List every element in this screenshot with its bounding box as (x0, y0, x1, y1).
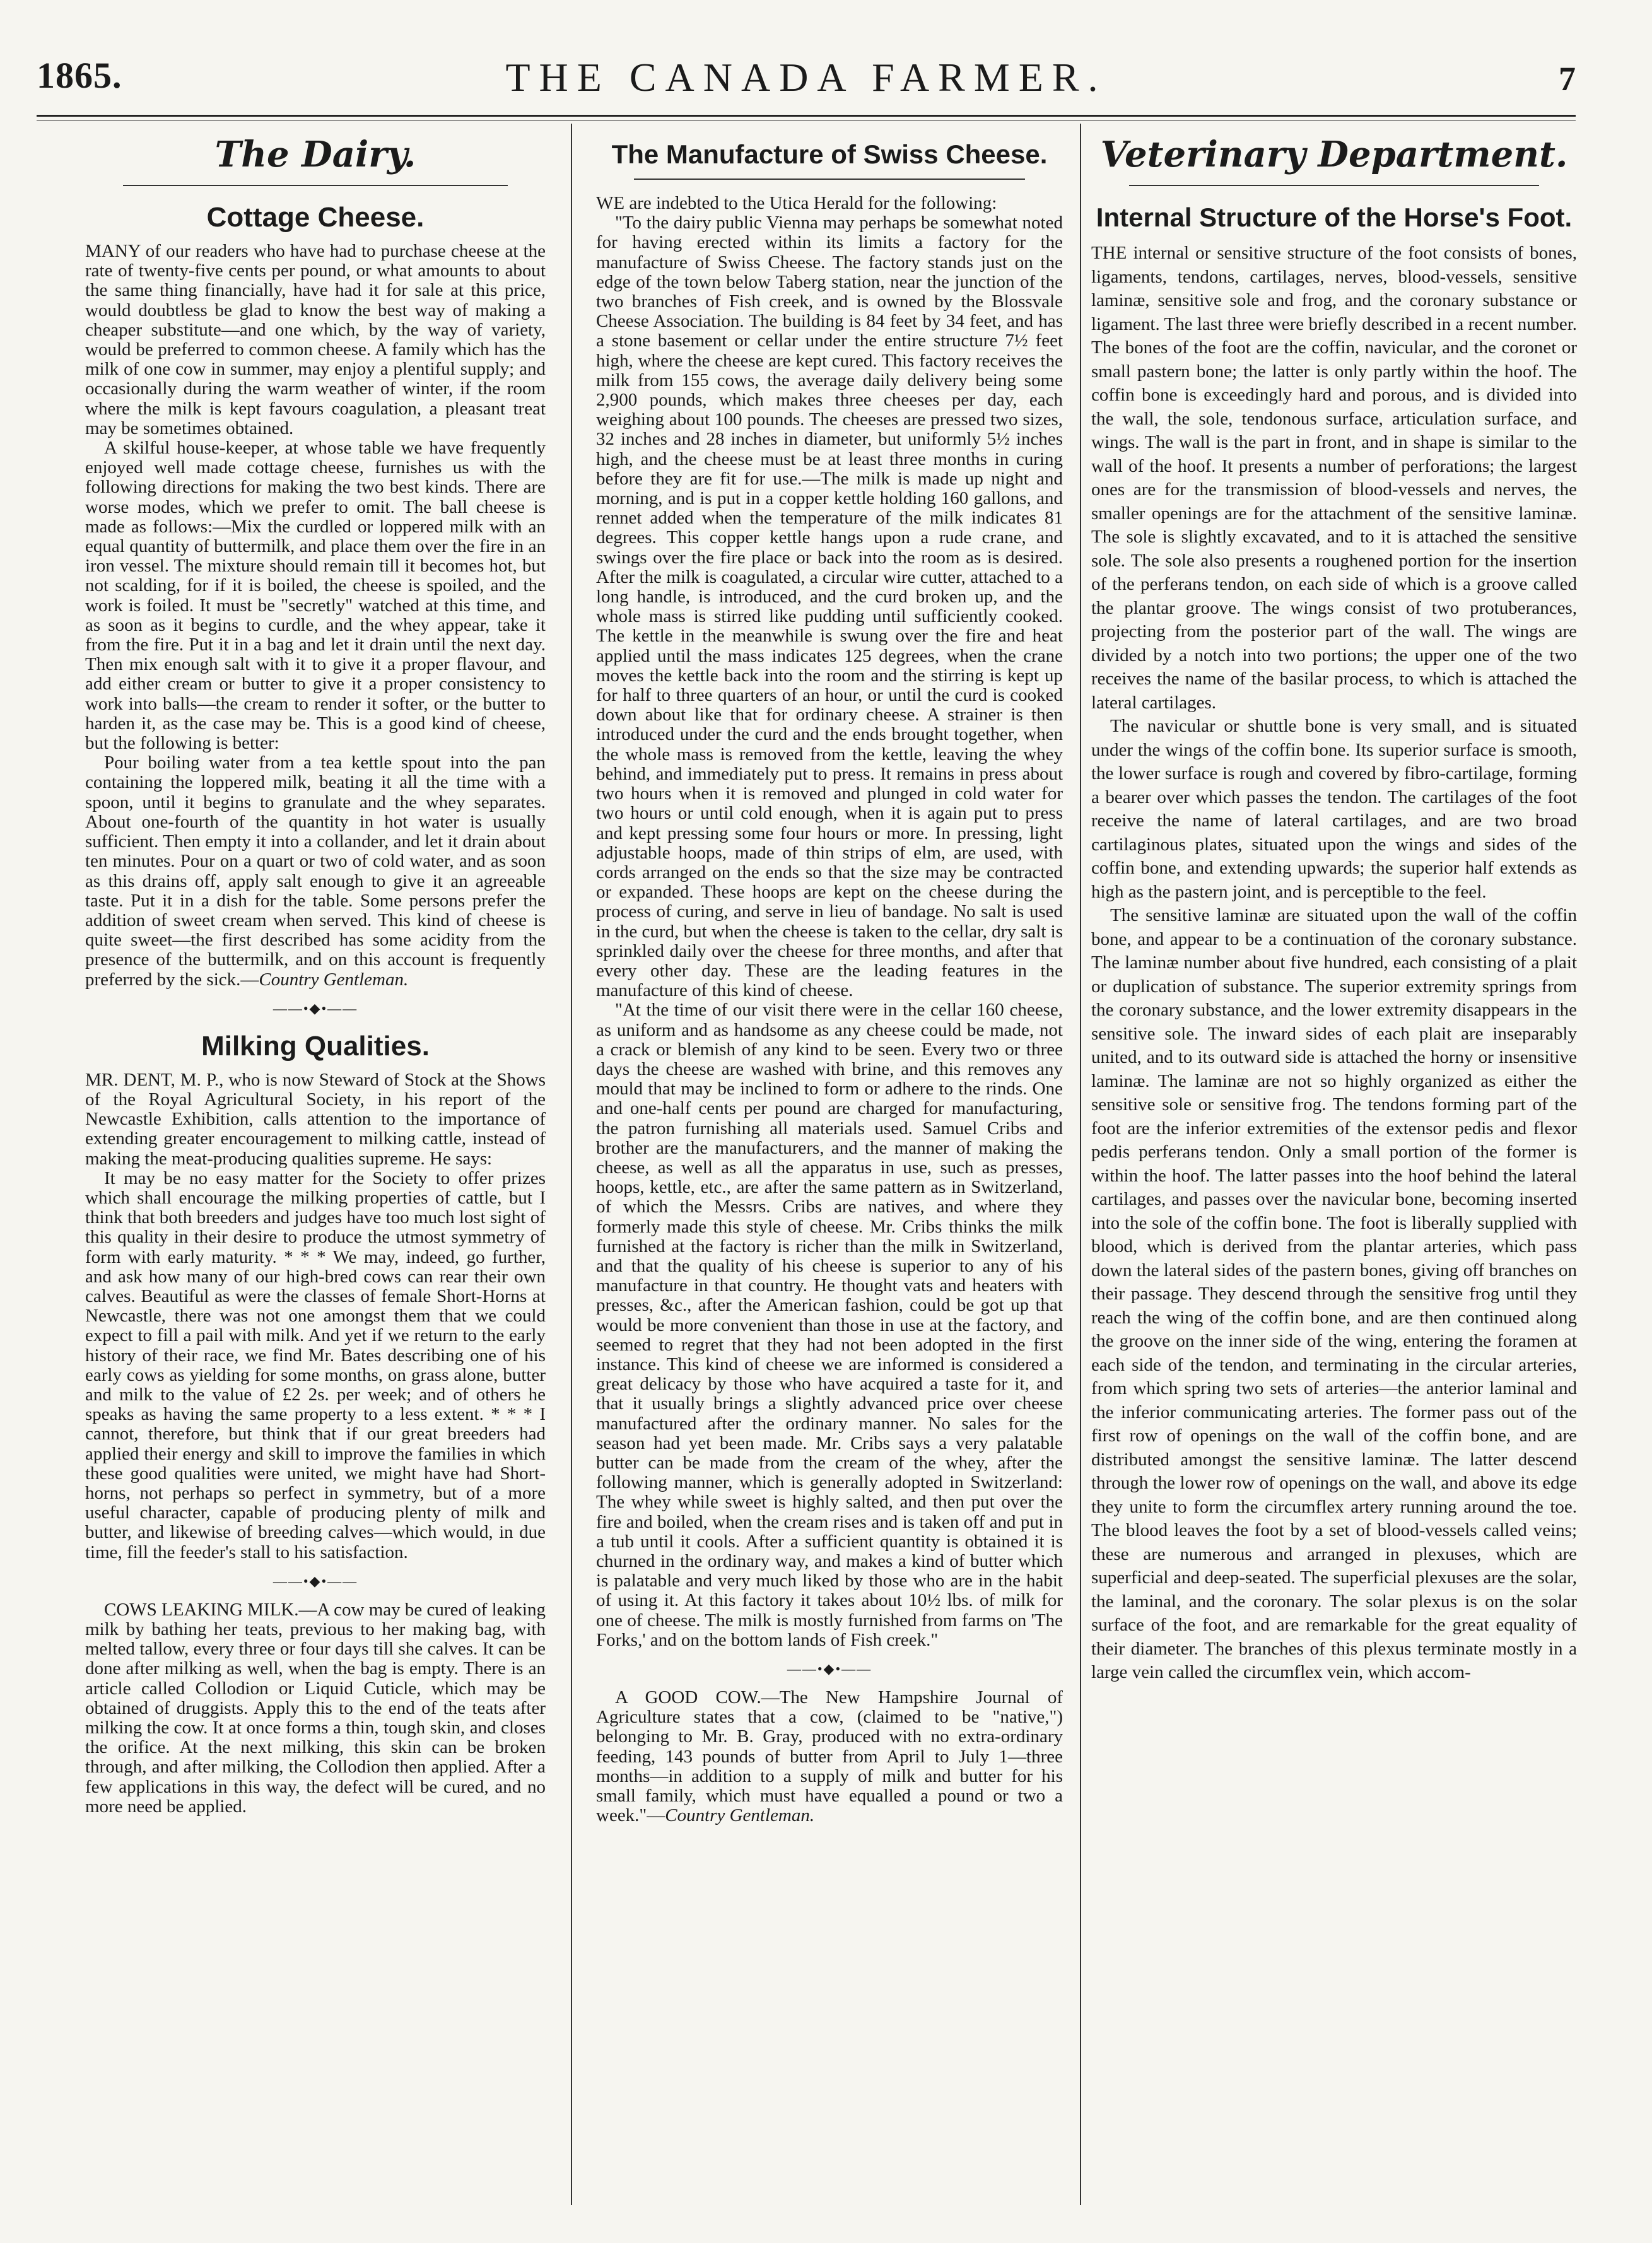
masthead (37, 54, 1576, 124)
ornament-divider: ——•◆•—— (787, 1661, 872, 1677)
department-heading: Veterinary Department. (1100, 134, 1568, 175)
article-title: Cottage Cheese. (206, 202, 425, 233)
divider (634, 179, 1025, 180)
source-credit: Country Gentleman. (259, 969, 409, 990)
column-rule (571, 124, 572, 2205)
issue-year: 1865. (37, 55, 122, 96)
ornament-divider: ——•◆•—— (272, 1000, 358, 1016)
divider (1129, 185, 1539, 186)
article-intro: WE are indebted to the Utica Herald for the following: (596, 193, 997, 213)
department-heading: The Dairy. (214, 134, 416, 175)
column-rule (1080, 124, 1081, 2205)
article-paragraph (85, 753, 546, 989)
article-title: Internal Structure of the Horse's Foot. (1096, 202, 1573, 232)
source-credit: Country Gentleman. (665, 1805, 815, 1826)
article-paragraph: MANY of our readers who have had to purchase cheese at the rate of twenty-five cents per pound, or what amounts to about the same thing financially, have had it for sale at this price, would doubtless be glad to know the best way of making a cheaper substitute—and one which, by the way of variety, would be preferred to common cheese. A family which has the milk of one cow in summer, may enjoy a plentiful supply; and occasionally during the warm weather of winter, if the room where the milk is kept favours coagulation, a pleasant treat may be sometimes obtained. (85, 241, 546, 438)
article-paragraph: The navicular or shuttle bone is very small, and is situated under the wings of the coffin bone. Its superior surface is smooth, the lower surface is rough and covered by fibro-cartilage, forming a bearer over which passes the tendon. The cartilages of the foot receive the name of lateral cartilages, and are two broad cartilaginous plates, situated upon the wings and sides of the coffin bone, and extending upwards; the superior half extends as high as the pastern joint, and is perceptible to the feel. (1091, 716, 1577, 902)
column-dairy (85, 129, 546, 2211)
paragraph-text: Pour boiling water from a tea kettle spout into the pan containing the loppered milk, beating it all the time with a spoon, until it begins to granulate and the whey separates. About one-fourth of the quantity in hot water is usually sufficient. Then empty it into a collander, and let it drain about ten minutes. Pour on a quart or two of cold water, and as soon as this drains off, apply salt enough to give it an agreeable taste. Put it in a dish for the table. Some persons prefer the addition of sweet cream when served. This kind of cheese is quite sweet—the first described has some acidity from the presence of the buttermilk, and on this account is frequently preferred by the sick.— (85, 753, 546, 990)
newspaper-title: THE CANADA FARMER. (505, 55, 1107, 100)
article-paragraph (596, 1688, 1063, 1825)
header-rule (37, 115, 1576, 117)
article-title: Milking Qualities. (201, 1030, 430, 1062)
page-number: 7 (1559, 60, 1576, 98)
column-swiss-cheese (596, 129, 1063, 2211)
paragraph-text: A GOOD COW.—The New Hampshire Journal of Agriculture states that a cow, (claimed to be "native,") belonging to Mr. B. Gray, produced with no extra-ordinary feeding, 143 pounds of butter from April to July 1—three months—in addition to a supply of milk and butter for his small family, which must have equalled a pound or two a week."— (596, 1687, 1063, 1826)
ornament-divider: ——•◆•—— (272, 1572, 358, 1589)
article-paragraph: MR. DENT, M. P., who is now Steward of Stock at the Shows of the Royal Agricultural Society, in his report of the Newcastle Exhibition, calls attention to the importance of extending greater encouragement to milking cattle, instead of making the meat-producing qualities supreme. He says: (85, 1069, 546, 1169)
article-paragraph: "At the time of our visit there were in the cellar 160 cheese, as uniform and as handsome as any cheese could be made, not a crack or blemish of any kind to be seen. Every two or three days the cheese are washed with brine, and this removes any mould that may be inclined to form or adhere to the rinds. One and one-half cents per pound are charged for manufacturing, the patron furnishing all materials used. Samuel Cribs and brother are the manufacturers, and the manner of making the cheese, as well as all the apparatus in use, such as presses, hoops, kettle, etc., are after the same pattern as in Switzerland, of which the Messrs. Cribs are natives, and where they formerly made this style of cheese. Mr. Cribs thinks the milk furnished at the factory is richer than the milk in Switzerland, and that the quality of his cheese is superior to any of his manufacture in that country. He thought vats and heaters with presses, &c., after the American fashion, could be got up that would be more convenient than those in use at the factory, and seemed to regret that they had not been adopted in the first instance. This kind of cheese we are informed is considered a great delicacy by those who have acquired a taste for it, and that it usually brings a slightly advanced price over cheese manufactured after the ordinary manner. No sales for the season had yet been made. Mr. Cribs says a very palatable butter can be made from the cream of the whey, after the following manner, which is generally adopted in Switzerland: The whey while sweet is highly salted, and then put over the fire and boiled, when the cream rises and is taken off and put in a tub until it cools. After a sufficient quantity is obtained it is churned in the ordinary way, and makes a kind of butter which is palatable and very much liked by those who are in the habit of using it. At this factory it takes about 10½ lbs. of milk for one of cheese. The milk is mostly furnished from farms on 'The Forks,' and on the bottom lands of Fish creek." (596, 1000, 1063, 1650)
article-paragraph: COWS LEAKING MILK.—A cow may be cured of leaking milk by bathing her teats, previous to her making bag, with melted tallow, every three or four days till she calves. It can be done after milking as well, when the bag is empty. There is an article called Collodion or Liquid Cuticle, which may be obtained of druggists. Apply this to the end of the teats after milking the cow. It at once forms a thin, tough skin, and closes the orifice. At the next milking, this skin can be broken through, and after milking, the Collodion then applied. After a few applications in this way, the defect will be cured, and no more need be applied. (85, 1599, 546, 1817)
article-paragraph: The sensitive laminæ are situated upon the wall of the coffin bone, and appear to be a continuation of the coronary substance. The laminæ number about five hundred, each consisting of a plait or duplication of substance. The superior extremity springs from the coronary substance, and the lower extremity disappears in the sensitive sole. The inward sides of each plait are inseparably united, and to its outward side is attached the horny or insensitive laminæ. The laminæ are not so highly organized as either the sensitive sole or sensitive frog. The tendons forming part of the foot are the inferior extremities of the extensor pedis and flexor pedis perferans tendon. Only a small portion of the former is within the hoof. The latter passes into the hoof behind the lateral cartilages, and passes over the navicular bone, becoming inserted into the sole of the coffin bone. The foot is liberally supplied with blood, which is derived from the plantar arteries, which pass down the lateral sides of the pastern bones, giving off branches on their passage. They descend through the sensitive frog until they reach the wing of the coffin bone, and are then continued along the groove on the inner side of the wing, entering the foramen at each side of the tendon, and terminating in the circular arteries, from which spring two sets of arteries—the anterior laminal and the inferior communicating arteries. The former pass out of the first row of openings on the wall of the coffin bone, and are distributed amongst the sensitive laminæ. The latter descend through the lower row of openings on the wall, and above its edge they unite to form the circumflex artery running around the toe. The blood leaves the foot by a set of blood-vessels called veins; these are numerous and arranged in plexuses, which are superficial and deep-seated. The superficial plexuses are the solar, the laminal, and the coronary. The solar plexus is on the solar surface of the foot, and are remarkable for the great equality of their diameter. The branches of this plexus terminate mostly in a large vein called the circumflex vein, which accom- (1091, 905, 1577, 1682)
article-paragraph: THE internal or sensitive structure of the foot consists of bones, ligaments, tendons, cartilages, nerves, blood-vessels, sensitive laminæ, sensitive sole and frog, and the coronary substance or ligament. The last three were briefly described in a recent number. The bones of the foot are the coffin, navicular, and the coronet or small pastern bone; the latter is only partly within the hoof. The coffin bone is exceedingly hard and porous, and is divided into the wall, the sole, tendonous surface, articulation surface, and wings. The wall is the part in front, and in shape is similar to the wall of the hoof. It presents a number of perforations; the largest ones are for the transmission of blood-vessels and nerves, the smaller openings are for the attachment of the sensitive laminæ. The sole is slightly excavated, and to it is attached the sensitive sole. The sole also presents a roughened portion for the insertion of the perferans tendon, on each side of which is a groove called the plantar groove. The wings consist of two protuberances, projecting from the posterior part of the wall. The wings are divided by a notch into two portions; the upper one of the two receives the name of the basilar process, to which is attached the lateral cartilages. (1091, 243, 1577, 713)
column-veterinary (1091, 129, 1577, 2211)
divider (123, 185, 508, 186)
article-title: The Manufacture of Swiss Cheese. (611, 139, 1048, 169)
article-paragraph: A skilful house-keeper, at whose table we have frequently enjoyed well made cottage cheese, furnishes us with the following directions for making the two best kinds. There are worse modes, which we prefer to omit. The ball cheese is made as follows:—Mix the curdled or loppered milk with an equal quantity of buttermilk, and place them over the fire in an iron vessel. The mixture should remain till it becomes hot, but not scalding, for if it is boiled, the cheese is spoiled, and the work is foiled. It must be "secretly" watched at this time, and as soon as it begins to curdle, and the whey appear, take it from the fire. Put it in a bag and let it drain until the next day. Then mix enough salt with it to give it a proper flavour, and add either cream or butter to give it a proper consistency to work into balls—the cream to render it softer, or the butter to harden it, as the case may be. This is a good kind of cheese, but the following is better: (85, 438, 546, 754)
article-paragraph: "To the dairy public Vienna may perhaps be somewhat noted for having erected within its limits a factory for the manufacture of Swiss Cheese. The factory stands just on the edge of the town below Taberg station, near the junction of the two branches of Fish creek, and is owned by the Blossvale Cheese Association. The building is 84 feet by 34 feet, and has a stone basement or cellar under the entire structure 7½ feet high, where the cheese are kept cured. This factory receives the milk from 155 cows, the average daily delivery being some 2,900 pounds, which makes three cheeses per day, each weighing about 100 pounds. The cheeses are pressed two sizes, 32 inches and 28 inches in diameter, but uniformly 5½ inches high, and the cheese must be at least three months in curing before they are fit for use.—The milk is made up night and morning, and is put in a copper kettle holding 160 gallons, and rennet added when the temperature of the milk indicates 81 degrees. This copper kettle hangs upon a rude crane, and swings over the fire place or back into the room as is desired. After the milk is coagulated, a circular wire cutter, attached to a long handle, is introduced, and the curd broken up, and the whole mass is stirred like pudding until sufficiently cooked. The kettle in the meanwhile is swung over the fire and heat applied until the mass indicates 125 degrees, when the crane moves the kettle back into the room and the stirring is kept up for half to three quarters of an hour, or until the curd is cooked down about like that for ordinary cheese. A strainer is then introduced under the curd and the ends brought together, when the whole mass is removed from the kettle, leaving the whey behind, and immediately put to press. It remains in press about two hours when it is removed and plunged in cold water for two hours or until cold enough, when it is again put to press and kept pressing some four hours or more. In pressing, light adjustable hoops, made of thin strips of elm, are used, with cords arranged on the ends so that the size may be contracted or expanded. These hoops are kept on the cheese during the process of curing, and serve in lieu of bandage. No salt is used in the curd, but when the cheese is taken to the cellar, dry salt is sprinkled daily over the cheese for three months, and after that every other day. These are the leading features in the manufacture of this kind of cheese. (596, 213, 1063, 1001)
article-paragraph: It may be no easy matter for the Society to offer prizes which shall encourage the milking properties of cattle, but I think that both breeders and judges have too much lost sight of this quality in their desire to produce the utmost symmetry of form with early maturity. * * * We may, indeed, go further, and ask how many of our high-bred cows can rear their own calves. Beautiful as were the classes of female Short-Horns at Newcastle, there was not one amongst them that we could expect to fill a pail with milk. And yet if we return to the early history of their race, we find Mr. Bates describing one of his early cows as yielding for some months, on grass alone, butter and milk to the value of £2 2s. per week; and of others he speaks as having the same property to a less extent. * * * I cannot, therefore, but think that if our great breeders had applied their energy and skill to improve the families in which these good qualities were united, we might have had Short-horns, not perhaps so perfect in symmetry, but of a more useful character, capable of producing plenty of milk and butter, and likewise of breeding calves—which would, in due time, fill the feeder's stall to his satisfaction. (85, 1168, 546, 1562)
